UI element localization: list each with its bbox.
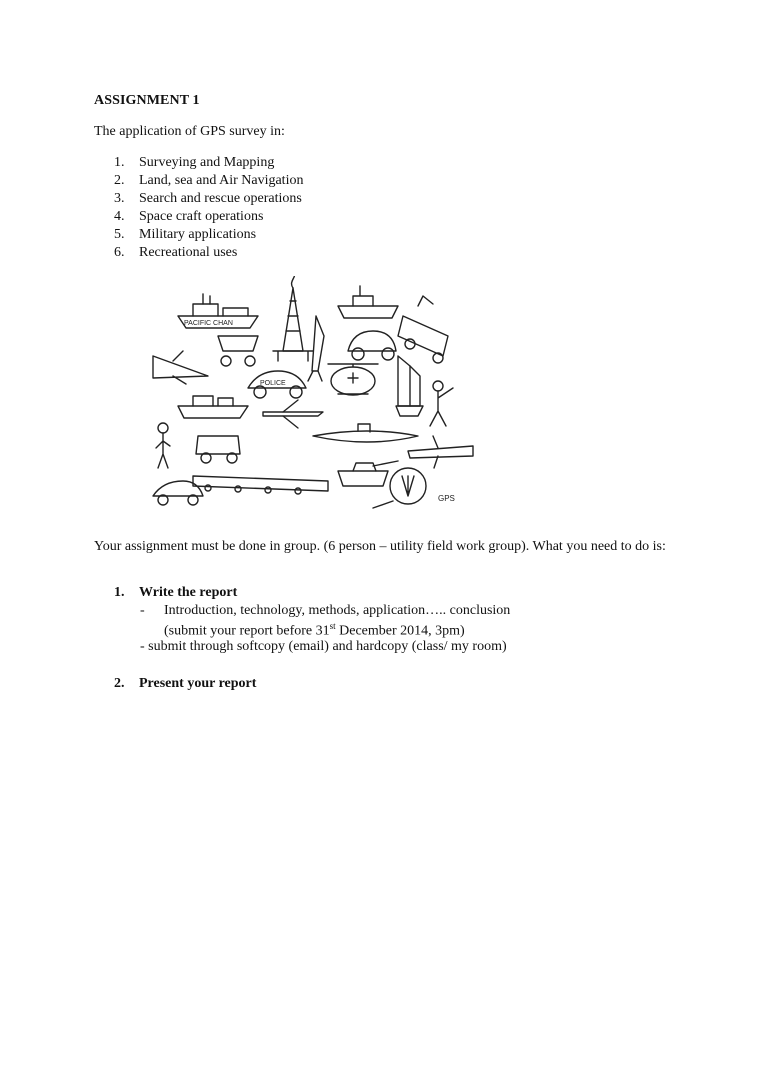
survey-magnifier-icon [373,468,426,508]
list-item: 4. Space craft operations [114,209,264,224]
report-submission: - submit through softcopy (email) and hardcopy (class/ my room) [140,639,507,654]
cargo-plane-icon [408,436,473,468]
svg-text:GPS: GPS [438,494,455,503]
list-item: 1. Surveying and Mapping [114,155,275,170]
helicopter-icon [328,364,378,395]
person-icon [156,423,170,468]
jet-icon [153,351,208,384]
jeep-icon [196,436,240,463]
rocket-icon [308,316,324,381]
instructions-paragraph: Your assignment must be done in group. (6 person – utility field work group). What you need to do is: [94,539,666,554]
list-item: 2. Land, sea and Air Navigation [114,173,304,188]
sedan-icon [153,481,203,505]
space-shuttle-icon [396,356,423,416]
boat-icon [338,286,398,318]
svg-text:PACIFIC CHAN: PACIFIC CHAN [184,320,233,327]
intro-text: The application of GPS survey in: [94,124,285,139]
applications-list [94,154,303,262]
car-icon [348,331,396,360]
airplane-icon [263,400,323,428]
ship-icon [178,294,258,328]
gps-applications-illustration [148,276,478,511]
cart-icon [218,336,258,366]
list-item: 5. Military applications [114,227,257,242]
list-item: 3. Search and rescue operations [114,191,302,206]
hiker-icon [430,381,453,426]
task-write-report: 1. Write the report [114,585,238,600]
report-contents: - Introduction, technology, methods, application….. conclusion [140,603,511,618]
warship-icon [178,396,248,418]
tank-icon [338,461,398,486]
svg-text:POLICE: POLICE [260,380,286,387]
truck-icon [398,296,448,363]
submarine-icon [313,424,418,442]
list-item: 6. Recreational uses [114,245,238,260]
report-deadline: (submit your report before 31st December 2014, 3pm) [164,621,465,639]
train-icon [193,476,328,494]
police-car-icon [248,371,306,398]
oil-rig-icon [273,276,313,361]
assignment-title: ASSIGNMENT 1 [94,93,200,108]
task-present-report: 2. Present your report [114,676,257,691]
